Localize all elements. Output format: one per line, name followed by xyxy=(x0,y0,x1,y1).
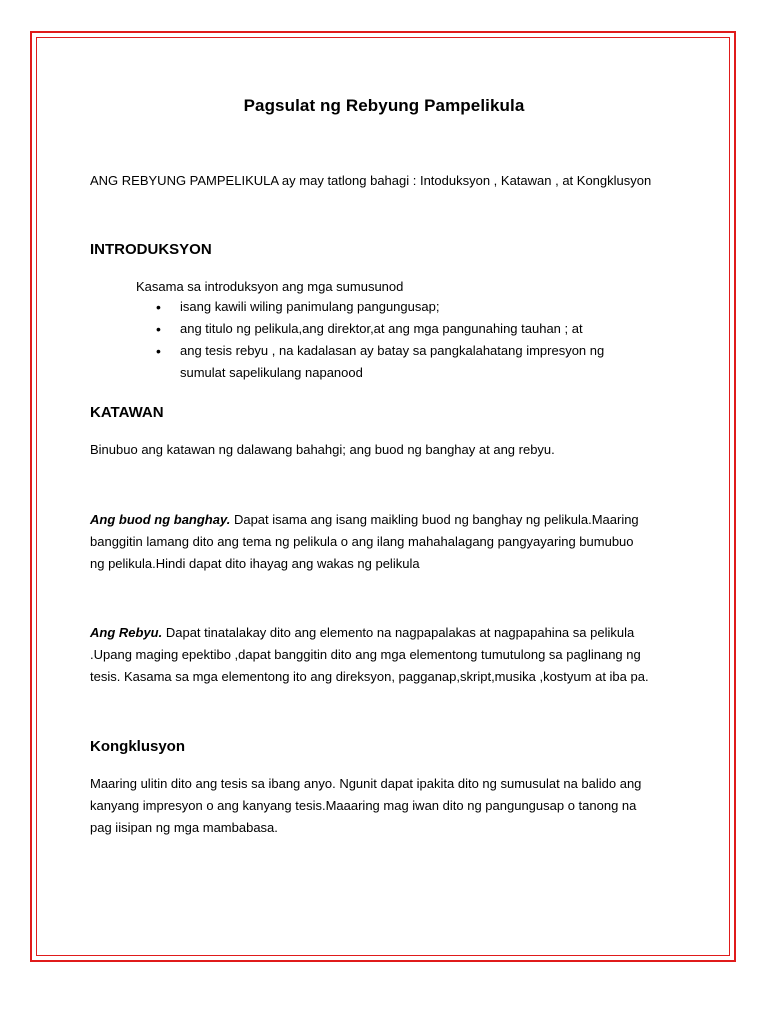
kongklusyon-line-3: pag iisipan ng mga mambabasa. xyxy=(90,820,278,835)
rebyu-label: Ang Rebyu. xyxy=(90,625,163,640)
rebyu-line-2: .Upang maging epektibo ,dapat banggitin dito ang mga elementong tumutulong sa paglinang ng xyxy=(90,647,641,662)
buod-line-1: Dapat isama ang isang maikling buod ng banghay ng pelikula.Maaring xyxy=(230,512,639,527)
rebyu-paragraph xyxy=(90,622,700,688)
introduksyon-lead: Kasama sa introduksyon ang mga sumusunod xyxy=(136,279,404,294)
list-item xyxy=(156,296,680,318)
bullet-text: isang kawili wiling panimulang pangungusap; xyxy=(180,299,440,314)
heading-introduksyon: INTRODUKSYON xyxy=(90,241,212,258)
kongklusyon-line-2: kanyang impresyon o ang kanyang tesis.Maaaring mag iwan dito ng pangungusap o tanong na xyxy=(90,798,637,813)
list-item xyxy=(156,318,680,340)
buod-line-2: banggitin lamang dito ang tema ng pelikula o ang ilang mahahalagang pangyayaring bumubuo xyxy=(90,534,634,549)
kongklusyon-paragraph xyxy=(90,773,700,839)
bullet-text: sumulat sapelikulang napanood xyxy=(180,365,363,380)
buod-paragraph xyxy=(90,509,700,575)
bullet-text: ang tesis rebyu , na kadalasan ay batay sa pangkalahatang impresyon ng xyxy=(180,343,605,358)
heading-kongklusyon: Kongklusyon xyxy=(90,738,186,755)
intro-line: ANG REBYUNG PAMPELIKULA ay may tatlong bahagi : Intoduksyon , Katawan , at Kongklusyon xyxy=(90,173,652,188)
rebyu-line-3: tesis. Kasama sa mga elementong ito ang direksyon, pagganap,skript,musika ,kostyum at iba pa. xyxy=(90,669,649,684)
document-title: Pagsulat ng Rebyung Pampelikula xyxy=(243,96,525,115)
list-item xyxy=(156,340,680,384)
kongklusyon-line-1: Maaring ulitin dito ang tesis sa ibang anyo. Ngunit dapat ipakita dito ng sumusulat na balido ang xyxy=(90,776,642,791)
rebyu-line-1: Dapat tinatalakay dito ang elemento na nagpapalakas at nagpapahina sa pelikula xyxy=(162,625,635,640)
bullet-text: ang titulo ng pelikula,ang direktor,at ang mga pangunahing tauhan ; at xyxy=(180,321,583,336)
buod-line-3: ng pelikula.Hindi dapat dito ihayag ang wakas ng pelikula xyxy=(90,556,420,571)
bullet-icon: • xyxy=(156,299,161,315)
introduksyon-bullet-list xyxy=(156,296,680,384)
heading-katawan: KATAWAN xyxy=(90,404,164,421)
buod-label: Ang buod ng banghay. xyxy=(90,512,231,527)
bullet-icon: • xyxy=(156,343,161,359)
katawan-text: Binubuo ang katawan ng dalawang bahahgi; ang buod ng banghay at ang rebyu. xyxy=(90,442,555,457)
bullet-icon: • xyxy=(156,321,161,337)
